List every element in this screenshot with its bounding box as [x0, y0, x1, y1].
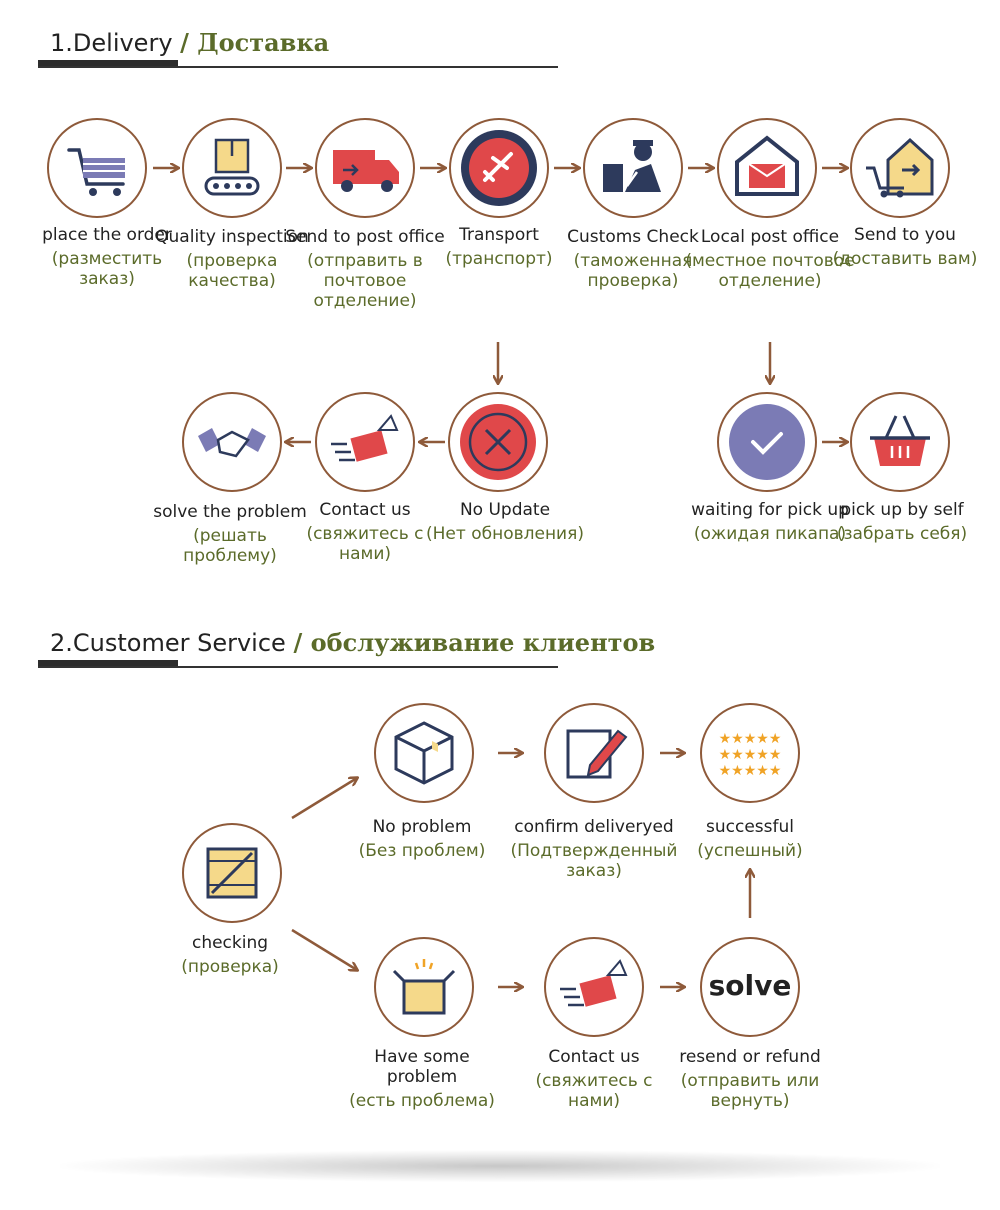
stars-icon [700, 703, 800, 803]
airplane-icon [449, 118, 549, 218]
basket-icon [850, 392, 950, 492]
open-box-icon [374, 937, 474, 1037]
step-label-pickup-self: pick up by self (забрать себя) [836, 500, 968, 544]
svg-text:★★★★★: ★★★★★ [718, 747, 782, 763]
step-label-local-post: Local post office (местное почтовое отделение) [685, 227, 855, 291]
delivery-title-ru: / Доставка [180, 28, 330, 57]
closed-box-icon [374, 703, 474, 803]
step-label-contact-us: Contact us (свяжитесь с нами) [306, 500, 424, 564]
post-office-icon [717, 118, 817, 218]
check-icon [717, 392, 817, 492]
delivery-truck-icon [315, 118, 415, 218]
cart-to-home-icon [850, 118, 950, 218]
step-label-transport: Transport (транспорт) [445, 225, 553, 269]
customs-officer-icon [583, 118, 683, 218]
svg-text:★★★★★: ★★★★★ [718, 763, 782, 779]
delivery-title-en: 1.Delivery [50, 29, 173, 57]
step-label-confirm: confirm deliveryed (Подтвержденный заказ) [510, 817, 678, 881]
step-label-contact-us-2: Contact us (свяжитесь с нами) [535, 1047, 653, 1111]
step-label-customs: Customs Check (таможенная проверка) [567, 227, 699, 291]
step-label-send-you: Send to you (доставить вам) [832, 225, 978, 269]
bottom-shadow [60, 1150, 940, 1182]
step-label-send-post: Send to post office (отправить в почтовое отделение) [285, 227, 445, 311]
shopping-cart-icon [47, 118, 147, 218]
service-title-en: 2.Customer Service [50, 629, 286, 657]
svg-text:★★★★★: ★★★★★ [718, 731, 782, 747]
service-section-title [50, 628, 655, 657]
pencil-edit-icon [544, 703, 644, 803]
service-title-underline [38, 666, 558, 668]
solve-icon [700, 937, 800, 1037]
service-title-ru: / обслуживание клиентов [293, 628, 656, 657]
step-label-have-problem: Have some problem (есть проблема) [349, 1047, 495, 1111]
step-label-waiting: waiting for pick up (ожидая пикапа) [691, 500, 849, 544]
step-label-checking: checking (проверка) [181, 933, 279, 977]
step-label-resend: resend or refund (отправить или вернуть) [679, 1047, 821, 1111]
step-label-quality: Quality inspection (проверка качества) [155, 227, 309, 291]
step-label-no-problem: No problem (Без проблем) [358, 817, 486, 861]
flying-envelope-icon [315, 392, 415, 492]
conveyor-box-icon [182, 118, 282, 218]
flying-envelope-icon [544, 937, 644, 1037]
step-label-place-order: place the order (разместить заказ) [42, 225, 172, 289]
wooden-crate-icon [182, 823, 282, 923]
handshake-icon [182, 392, 282, 492]
delivery-section-title [50, 28, 329, 57]
step-label-no-update: No Update (Нет обновления) [426, 500, 584, 544]
delivery-title-underline [38, 66, 558, 68]
cross-icon [448, 392, 548, 492]
solve-badge: solve [708, 969, 792, 1002]
step-label-successful: successful (успешный) [697, 817, 803, 861]
step-label-solve-problem: solve the problem (решать проблему) [153, 502, 307, 566]
